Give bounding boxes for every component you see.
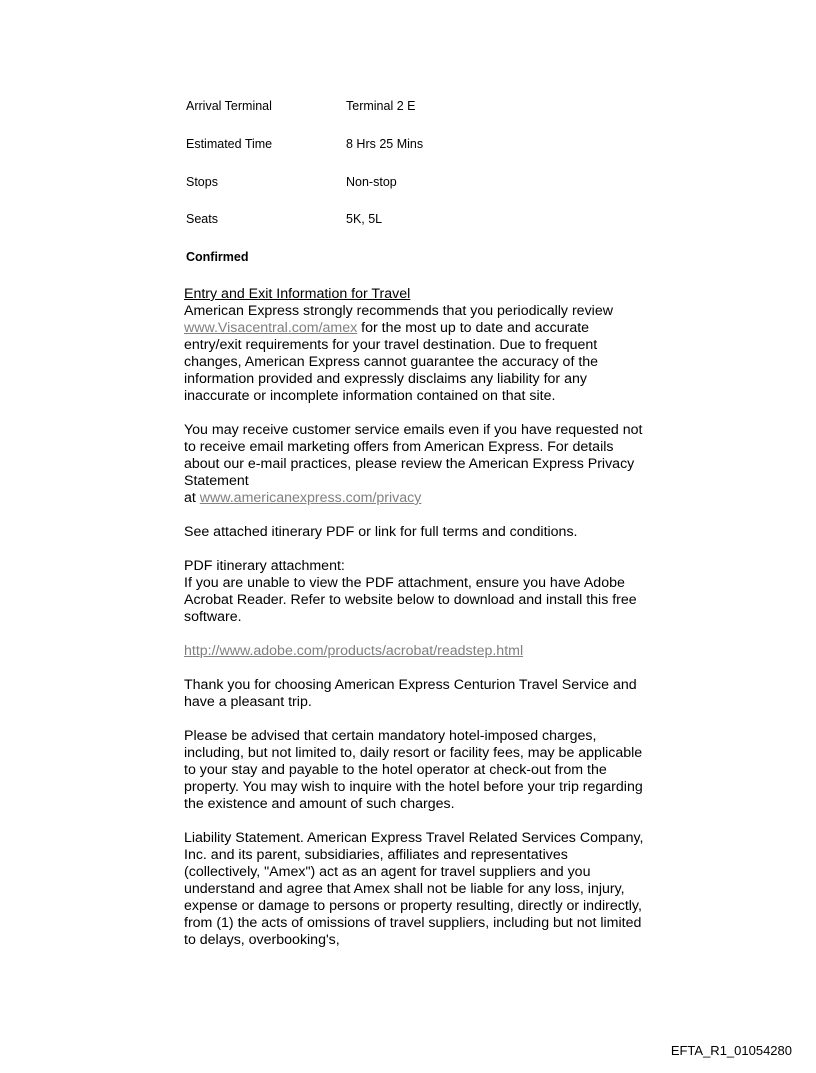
liability-text: Liability Statement. American Express Travel Related Services Company, Inc. and its parent, subsidiaries, affiliates and representatives (collectively, "Amex") act as an agent for travel suppliers and you understand and agree that Amex shall not be liable for any loss, injury, expense or damage to persons or property resulting, directly or indirectly, from (1) the acts of omissions of travel suppliers, including but not limited to delays, overbooking's,	[184, 830, 644, 948]
detail-value: 5K, 5L	[346, 212, 383, 226]
detail-label: Arrival Terminal	[186, 99, 272, 113]
entry-exit-text-after: for the most up to date and accurate entry/exit requirements for your travel destination. Due to frequent changes, American Express cannot guarantee the accuracy of the information provided and expressly disclaims any liability for any inaccurate or incomplete information contained on that site.	[184, 320, 599, 404]
entry-exit-text-before: American Express strongly recommends that you periodically review	[184, 303, 613, 319]
detail-label: Estimated Time	[186, 137, 273, 151]
privacy-at-prefix: at	[184, 490, 200, 506]
entry-exit-heading: Entry and Exit Information for Travel	[184, 286, 411, 302]
adobe-link[interactable]: http://www.adobe.com/products/acrobat/readstep.html	[184, 643, 524, 659]
detail-label: Seats	[186, 212, 218, 226]
detail-value: Terminal 2 E	[346, 99, 416, 113]
hotel-charges-text: Please be advised that certain mandatory hotel-imposed charges, including, but not limited to, daily resort or facility fees, may be applicable to your stay and payable to the hotel operator at check-out from the property. You may wish to inquire with the hotel before your trip regarding the existence and amount of such charges.	[184, 728, 643, 812]
privacy-section	[184, 422, 644, 507]
pdf-heading: PDF itinerary attachment:	[184, 558, 345, 574]
itinerary-notes	[184, 286, 644, 966]
detail-value: Non-stop	[346, 175, 397, 189]
booking-status: Confirmed	[186, 250, 249, 264]
privacy-text: You may receive customer service emails even if you have requested not to receive email marketing offers from American Express. For details about our e-mail practices, please review the American Express Privacy Statement	[184, 422, 643, 489]
terms-note: See attached itinerary PDF or link for full terms and conditions.	[184, 524, 578, 540]
adobe-link-paragraph	[184, 643, 644, 660]
detail-value: 8 Hrs 25 Mins	[346, 137, 424, 151]
pdf-text: If you are unable to view the PDF attachment, ensure you have Adobe Acrobat Reader. Refer to website below to download and install this free software.	[184, 575, 637, 625]
privacy-link[interactable]: www.americanexpress.com/privacy	[199, 490, 422, 506]
entry-exit-section	[184, 286, 644, 405]
pdf-section	[184, 558, 644, 626]
detail-label: Stops	[186, 175, 218, 189]
thanks-text: Thank you for choosing American Express Centurion Travel Service and have a pleasant trip.	[184, 677, 637, 710]
visacentral-link[interactable]: www.Visacentral.com/amex	[184, 320, 358, 336]
document-id: EFTA_R1_01054280	[670, 1043, 792, 1058]
